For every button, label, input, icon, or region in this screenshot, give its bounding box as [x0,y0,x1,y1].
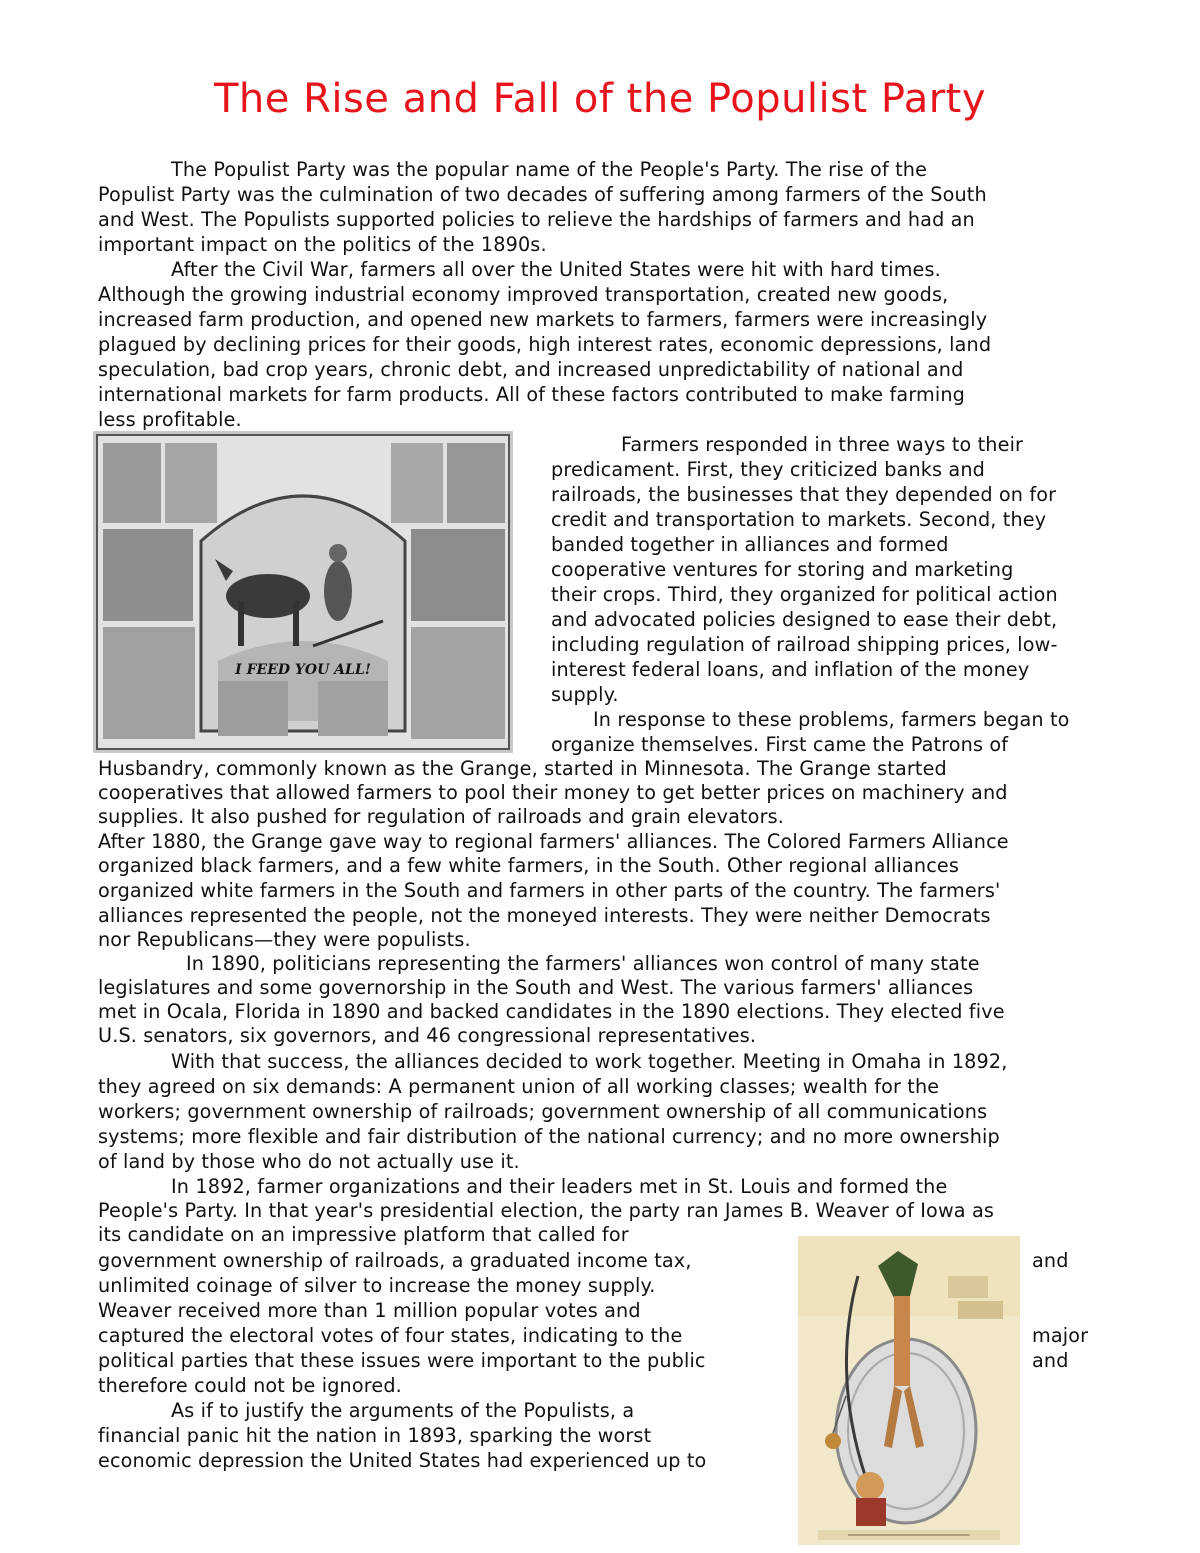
text-line: Husbandry, commonly known as the Grange, started in Minnesota. The Grange started [98,757,947,780]
text-line: their crops. Third, they organized for political action [551,583,1058,606]
text-line: nor Republicans—they were populists. [98,928,471,951]
text-line: captured the electoral votes of four states, indicating to the [98,1324,683,1347]
text-line: railroads, the businesses that they depended on for [551,483,1057,506]
i-feed-you-all-engraving [93,431,513,753]
figure-banner-text: I FEED YOU ALL! [235,662,371,678]
text-line: and advocated policies designed to ease their debt, [551,608,1058,631]
text-fragment: major [1032,1324,1089,1347]
text-line: and West. The Populists supported policies to relieve the hardships of farmers and had an [98,208,975,231]
text-line: of land by those who do not actually use it. [98,1150,520,1173]
text-line: interest federal loans, and inflation of the money [551,658,1030,681]
text-line: Farmers responded in three ways to their [621,433,1024,456]
text-line: organized black farmers, and a few white farmers, in the South. Other regional alliances [98,854,960,877]
text-line: unlimited coinage of silver to increase the money supply. [98,1274,656,1297]
text-line: supply. [551,683,619,706]
text-line: organized white farmers in the South and farmers in other parts of the country. The farmers' [98,879,1001,902]
text-line: international markets for farm products. All of these factors contributed to make farming [98,383,965,406]
text-line: In response to these problems, farmers began to [593,708,1070,731]
text-line: With that success, the alliances decided to work together. Meeting in Omaha in 1892, [171,1050,1008,1073]
text-line: including regulation of railroad shipping prices, low- [551,633,1058,656]
text-line: important impact on the politics of the 1890s. [98,233,547,256]
text-line: systems; more flexible and fair distribution of the national currency; and no more ownership [98,1125,1000,1148]
text-line: banded together in alliances and formed [551,533,949,556]
text-fragment: and [1032,1249,1069,1272]
text-line: political parties that these issues were important to the public [98,1349,706,1372]
text-line: plagued by declining prices for their goods, high interest rates, economic depressions, land [98,333,992,356]
text-line: People's Party. In that year's presidential election, the party ran James B. Weaver of Iowa as [98,1199,994,1222]
text-line: Weaver received more than 1 million popular votes and [98,1299,641,1322]
text-line: therefore could not be ignored. [98,1374,402,1397]
text-line: met in Ocala, Florida in 1890 and backed candidates in the 1890 elections. They elected five [98,1000,1005,1023]
text-line: The Populist Party was the popular name of the People's Party. The rise of the [171,158,928,181]
text-line: supplies. It also pushed for regulation of railroads and grain elevators. [98,805,785,828]
text-line: increased farm production, and opened new markets to farmers, farmers were increasingly [98,308,988,331]
text-line: cooperative ventures for storing and marketing [551,558,1014,581]
text-line: organize themselves. First came the Patrons of [551,733,1009,756]
text-line: they agreed on six demands: A permanent union of all working classes; wealth for the [98,1075,940,1098]
text-line: After 1880, the Grange gave way to regional farmers' alliances. The Colored Farmers Alliance [98,830,1009,853]
text-line: alliances represented the people, not the moneyed interests. They were neither Democrats [98,904,991,927]
text-line: speculation, bad crop years, chronic debt, and increased unpredictability of national and [98,358,964,381]
text-line: financial panic hit the nation in 1893, sparking the worst [98,1424,652,1447]
text-line: U.S. senators, six governors, and 46 congressional representatives. [98,1024,757,1047]
text-line: cooperatives that allowed farmers to pool their money to get better prices on machinery and [98,781,1008,804]
text-line: less profitable. [98,408,242,431]
text-line: In 1892, farmer organizations and their leaders met in St. Louis and formed the [171,1175,948,1198]
page-title: The Rise and Fall of the Populist Party [213,76,987,122]
text-line: credit and transportation to markets. Second, they [551,508,1047,531]
text-line: After the Civil War, farmers all over the United States were hit with hard times. [171,258,941,281]
text-line: its candidate on an impressive platform that called for [98,1223,629,1246]
text-line: legislatures and some governorship in the South and West. The various farmers' alliances [98,976,974,999]
silver-coin-cartoon [798,1236,1020,1545]
text-line: In 1890, politicians representing the farmers' alliances won control of many state [186,952,980,975]
text-line: Populist Party was the culmination of two decades of suffering among farmers of the South [98,183,987,206]
text-fragment: and [1032,1349,1069,1372]
text-line: As if to justify the arguments of the Populists, a [171,1399,635,1422]
text-line: predicament. First, they criticized banks and [551,458,985,481]
text-line: workers; government ownership of railroads; government ownership of all communications [98,1100,988,1123]
text-line: economic depression the United States had experienced up to [98,1449,707,1472]
text-line: Although the growing industrial economy improved transportation, created new goods, [98,283,949,306]
text-line: government ownership of railroads, a graduated income tax, [98,1249,692,1272]
